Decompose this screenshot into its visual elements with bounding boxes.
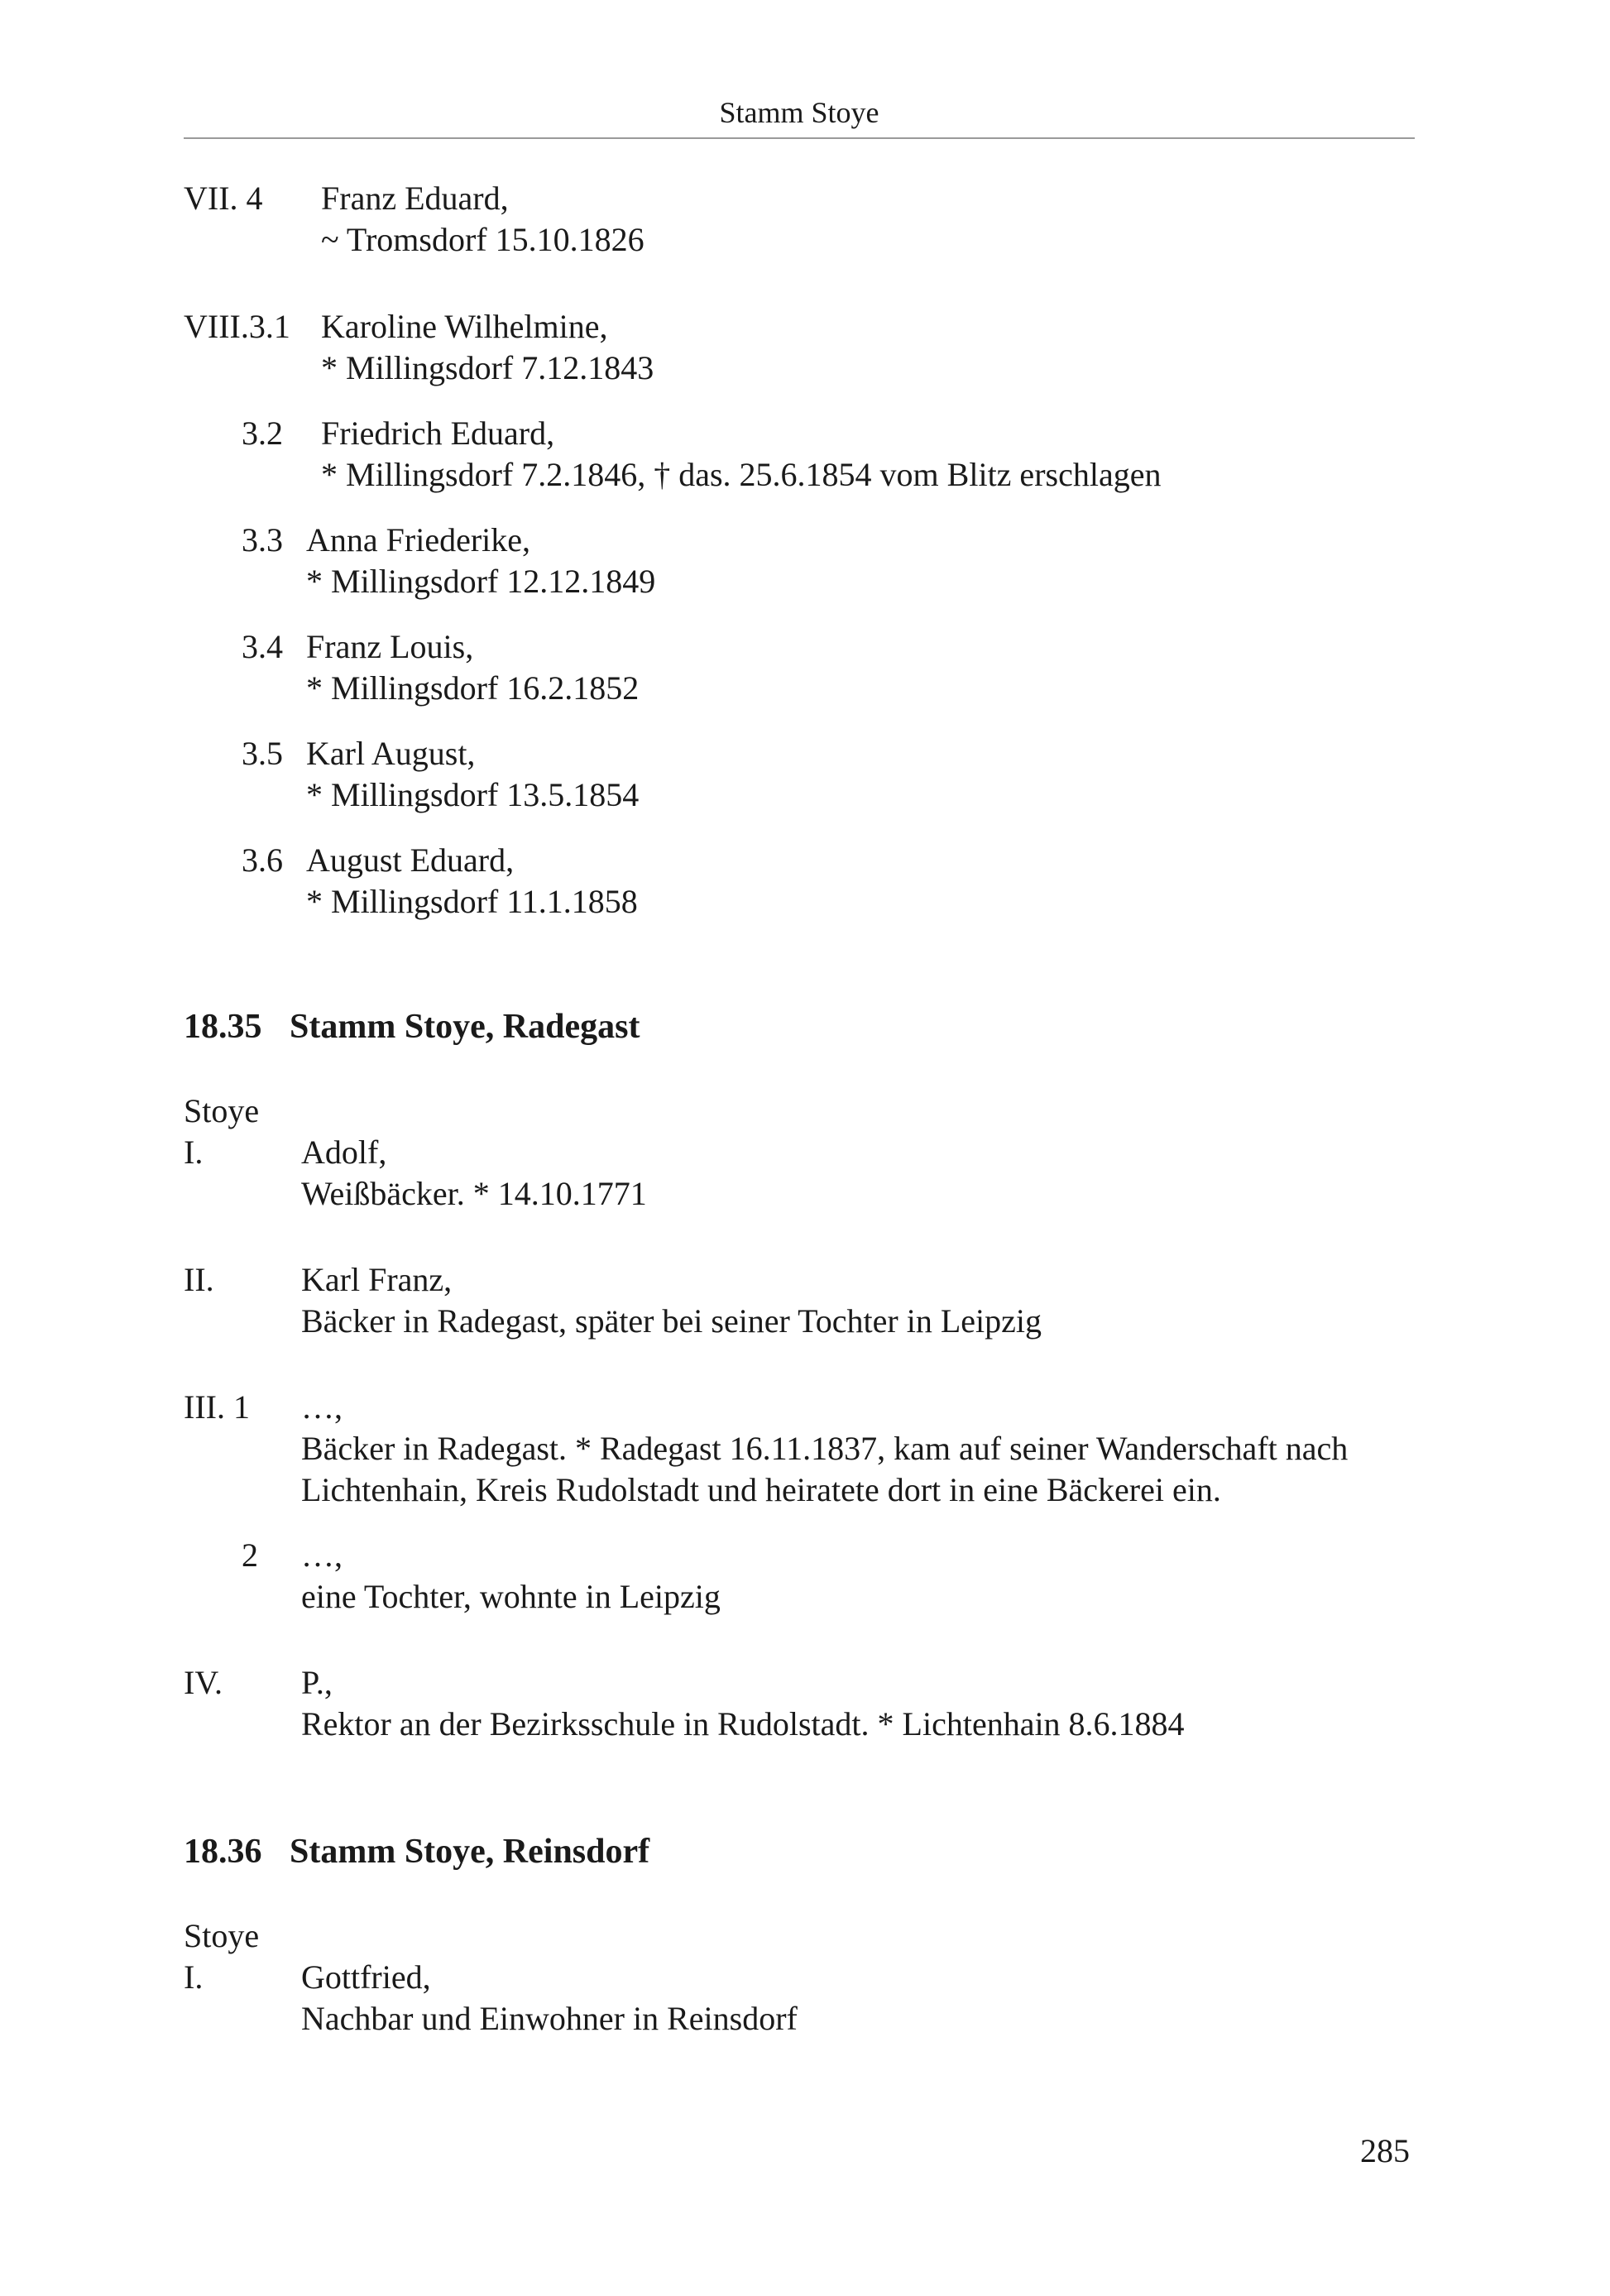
entry-name: …, bbox=[301, 1536, 343, 1574]
entry-name: Franz Eduard, bbox=[321, 180, 509, 217]
entry-detail: * Millingsdorf 7.2.1846, † das. 25.6.1854 vom Blitz erschlagen bbox=[321, 456, 1162, 493]
section-title: Stamm Stoye, Radegast bbox=[290, 1008, 640, 1046]
entry-label: II. bbox=[184, 1261, 214, 1298]
entry-label: 3.3 bbox=[242, 521, 283, 558]
entry-detail: Nachbar und Einwohner in Reinsdorf bbox=[301, 2000, 798, 2037]
entry-label: 2 bbox=[242, 1536, 258, 1574]
running-header bbox=[184, 93, 1415, 139]
family-name: Stoye bbox=[184, 1917, 260, 1954]
entry-detail: * Millingsdorf 13.5.1854 bbox=[306, 776, 640, 813]
entry-label: I. bbox=[184, 1958, 204, 1996]
entry-name: Anna Friederike, bbox=[306, 521, 531, 558]
section-number: 18.36 bbox=[184, 1833, 262, 1871]
entry-detail: Bäcker in Radegast, später bei seiner Tochter in Leipzig bbox=[301, 1302, 1042, 1340]
entry-name: …, bbox=[301, 1388, 343, 1426]
family-name: Stoye bbox=[184, 1092, 260, 1129]
entry-name: Karl Franz, bbox=[301, 1261, 453, 1298]
section-heading-18-36 bbox=[184, 1830, 649, 1873]
entry-label: 3.4 bbox=[242, 628, 283, 665]
entry-name: Franz Louis, bbox=[306, 628, 474, 665]
entry-detail-continued: Lichtenhain, Kreis Rudolstadt und heiratete dort in eine Bäckerei ein. bbox=[301, 1471, 1221, 1508]
entry-detail: * Millingsdorf 12.12.1849 bbox=[306, 563, 656, 600]
entry-name: Gottfried, bbox=[301, 1958, 431, 1996]
entry-name: P., bbox=[301, 1664, 333, 1701]
entry-label: III. 1 bbox=[184, 1388, 250, 1426]
entry-label: 3.2 bbox=[242, 415, 283, 452]
entry-detail: * Millingsdorf 7.12.1843 bbox=[321, 349, 654, 386]
entry-name: August Eduard, bbox=[306, 841, 515, 879]
entry-detail: ~ Tromsdorf 15.10.1826 bbox=[321, 221, 644, 258]
entry-name: Karl August, bbox=[306, 735, 476, 772]
entry-detail: eine Tochter, wohnte in Leipzig bbox=[301, 1578, 721, 1615]
section-number: 18.35 bbox=[184, 1008, 262, 1046]
section-title: Stamm Stoye, Reinsdorf bbox=[290, 1833, 650, 1871]
entry-detail: * Millingsdorf 11.1.1858 bbox=[306, 883, 638, 920]
entry-detail: Weißbäcker. * 14.10.1771 bbox=[301, 1175, 647, 1212]
running-header-title: Stamm Stoye bbox=[719, 96, 879, 129]
entry-label: 3.6 bbox=[242, 841, 283, 879]
entry-label: IV. bbox=[184, 1664, 223, 1701]
entry-label: VII. 4 bbox=[184, 180, 263, 217]
entry-label: VIII.3.1 bbox=[184, 308, 290, 345]
entry-label: 3.5 bbox=[242, 735, 283, 772]
entry-label: I. bbox=[184, 1134, 204, 1171]
page-number: 285 bbox=[1360, 2132, 1410, 2169]
entry-name: Adolf, bbox=[301, 1134, 387, 1171]
entry-name: Friedrich Eduard, bbox=[321, 415, 555, 452]
entry-detail: * Millingsdorf 16.2.1852 bbox=[306, 669, 640, 707]
entry-name: Karoline Wilhelmine, bbox=[321, 308, 608, 345]
entry-detail: Rektor an der Bezirksschule in Rudolstadt. * Lichtenhain 8.6.1884 bbox=[301, 1705, 1185, 1742]
entry-detail: Bäcker in Radegast. * Radegast 16.11.1837, kam auf seiner Wanderschaft nach bbox=[301, 1430, 1349, 1467]
section-heading-18-35 bbox=[184, 1005, 640, 1048]
